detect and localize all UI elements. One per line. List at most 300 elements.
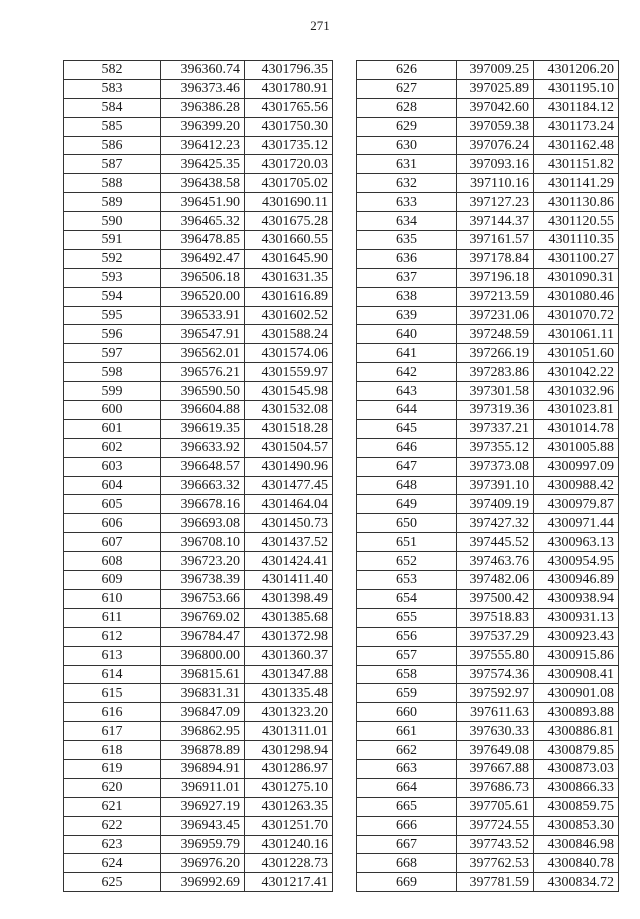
x-coordinate-cell: 396753.66 bbox=[161, 589, 245, 608]
table-row bbox=[357, 797, 619, 816]
point-number-cell: 610 bbox=[64, 589, 161, 608]
table-row bbox=[357, 873, 619, 892]
x-coordinate-cell: 397391.10 bbox=[457, 476, 534, 495]
x-coordinate-cell: 396633.92 bbox=[161, 438, 245, 457]
table-row bbox=[357, 646, 619, 665]
table-row bbox=[357, 552, 619, 571]
x-coordinate-cell: 396506.18 bbox=[161, 268, 245, 287]
table-row bbox=[357, 61, 619, 80]
point-number-cell: 614 bbox=[64, 665, 161, 684]
point-number-cell: 646 bbox=[357, 438, 457, 457]
table-row bbox=[357, 212, 619, 231]
table-row bbox=[64, 344, 333, 363]
x-coordinate-cell: 396894.91 bbox=[161, 759, 245, 778]
point-number-cell: 620 bbox=[64, 778, 161, 797]
point-number-cell: 623 bbox=[64, 835, 161, 854]
point-number-cell: 606 bbox=[64, 514, 161, 533]
point-number-cell: 644 bbox=[357, 401, 457, 420]
y-coordinate-cell: 4301110.35 bbox=[534, 231, 619, 250]
table-row bbox=[357, 533, 619, 552]
table-row bbox=[357, 703, 619, 722]
table-row bbox=[357, 571, 619, 590]
y-coordinate-cell: 4301298.94 bbox=[245, 741, 333, 760]
y-coordinate-cell: 4300846.98 bbox=[534, 835, 619, 854]
table-row bbox=[64, 306, 333, 325]
x-coordinate-cell: 397110.16 bbox=[457, 174, 534, 193]
table-row bbox=[64, 571, 333, 590]
x-coordinate-cell: 397231.06 bbox=[457, 306, 534, 325]
point-number-cell: 667 bbox=[357, 835, 457, 854]
x-coordinate-cell: 396451.90 bbox=[161, 193, 245, 212]
y-coordinate-cell: 4301616.89 bbox=[245, 287, 333, 306]
point-number-cell: 639 bbox=[357, 306, 457, 325]
x-coordinate-cell: 396663.32 bbox=[161, 476, 245, 495]
point-number-cell: 650 bbox=[357, 514, 457, 533]
y-coordinate-cell: 4301574.06 bbox=[245, 344, 333, 363]
table-row bbox=[64, 476, 333, 495]
x-coordinate-cell: 396399.20 bbox=[161, 117, 245, 136]
x-coordinate-cell: 397445.52 bbox=[457, 533, 534, 552]
table-row bbox=[64, 797, 333, 816]
page-number: 271 bbox=[310, 18, 330, 33]
point-number-cell: 616 bbox=[64, 703, 161, 722]
point-number-cell: 660 bbox=[357, 703, 457, 722]
y-coordinate-cell: 4301735.12 bbox=[245, 136, 333, 155]
y-coordinate-cell: 4301372.98 bbox=[245, 627, 333, 646]
point-number-cell: 652 bbox=[357, 552, 457, 571]
y-coordinate-cell: 4301660.55 bbox=[245, 231, 333, 250]
point-number-cell: 603 bbox=[64, 457, 161, 476]
table-row bbox=[357, 344, 619, 363]
y-coordinate-cell: 4301464.04 bbox=[245, 495, 333, 514]
x-coordinate-cell: 397427.32 bbox=[457, 514, 534, 533]
point-number-cell: 624 bbox=[64, 854, 161, 873]
table-row bbox=[64, 174, 333, 193]
x-coordinate-cell: 397537.29 bbox=[457, 627, 534, 646]
y-coordinate-cell: 4301720.03 bbox=[245, 155, 333, 174]
table-row bbox=[357, 79, 619, 98]
point-number-cell: 582 bbox=[64, 61, 161, 80]
point-number-cell: 638 bbox=[357, 287, 457, 306]
x-coordinate-cell: 397592.97 bbox=[457, 684, 534, 703]
point-number-cell: 617 bbox=[64, 722, 161, 741]
point-number-cell: 651 bbox=[357, 533, 457, 552]
y-coordinate-cell: 4300859.75 bbox=[534, 797, 619, 816]
x-coordinate-cell: 396562.01 bbox=[161, 344, 245, 363]
table-row bbox=[64, 873, 333, 892]
point-number-cell: 621 bbox=[64, 797, 161, 816]
y-coordinate-cell: 4301173.24 bbox=[534, 117, 619, 136]
table-row bbox=[357, 835, 619, 854]
y-coordinate-cell: 4301130.86 bbox=[534, 193, 619, 212]
point-number-cell: 664 bbox=[357, 778, 457, 797]
x-coordinate-cell: 397266.19 bbox=[457, 344, 534, 363]
table-row bbox=[64, 155, 333, 174]
y-coordinate-cell: 4300988.42 bbox=[534, 476, 619, 495]
x-coordinate-cell: 396784.47 bbox=[161, 627, 245, 646]
table-row bbox=[64, 382, 333, 401]
point-number-cell: 653 bbox=[357, 571, 457, 590]
point-number-cell: 598 bbox=[64, 363, 161, 382]
point-number-cell: 609 bbox=[64, 571, 161, 590]
x-coordinate-cell: 397743.52 bbox=[457, 835, 534, 854]
y-coordinate-cell: 4301588.24 bbox=[245, 325, 333, 344]
point-number-cell: 656 bbox=[357, 627, 457, 646]
point-number-cell: 643 bbox=[357, 382, 457, 401]
point-number-cell: 657 bbox=[357, 646, 457, 665]
point-number-cell: 587 bbox=[64, 155, 161, 174]
point-number-cell: 611 bbox=[64, 608, 161, 627]
x-coordinate-cell: 397574.36 bbox=[457, 665, 534, 684]
table-row bbox=[64, 646, 333, 665]
point-number-cell: 622 bbox=[64, 816, 161, 835]
table-row bbox=[64, 665, 333, 684]
x-coordinate-cell: 396478.85 bbox=[161, 231, 245, 250]
y-coordinate-cell: 4301347.88 bbox=[245, 665, 333, 684]
point-number-cell: 630 bbox=[357, 136, 457, 155]
x-coordinate-cell: 396693.08 bbox=[161, 514, 245, 533]
coordinates-table-body bbox=[64, 61, 333, 892]
point-number-cell: 608 bbox=[64, 552, 161, 571]
x-coordinate-cell: 396862.95 bbox=[161, 722, 245, 741]
x-coordinate-cell: 396800.00 bbox=[161, 646, 245, 665]
table-row bbox=[357, 665, 619, 684]
point-number-cell: 591 bbox=[64, 231, 161, 250]
point-number-cell: 649 bbox=[357, 495, 457, 514]
y-coordinate-cell: 4301750.30 bbox=[245, 117, 333, 136]
y-coordinate-cell: 4301228.73 bbox=[245, 854, 333, 873]
point-number-cell: 645 bbox=[357, 419, 457, 438]
point-number-cell: 615 bbox=[64, 684, 161, 703]
table-row bbox=[64, 193, 333, 212]
y-coordinate-cell: 4300866.33 bbox=[534, 778, 619, 797]
point-number-cell: 647 bbox=[357, 457, 457, 476]
table-row bbox=[357, 854, 619, 873]
table-row bbox=[64, 514, 333, 533]
point-number-cell: 600 bbox=[64, 401, 161, 420]
y-coordinate-cell: 4300931.13 bbox=[534, 608, 619, 627]
table-row bbox=[357, 759, 619, 778]
y-coordinate-cell: 4300840.78 bbox=[534, 854, 619, 873]
point-number-cell: 593 bbox=[64, 268, 161, 287]
point-number-cell: 585 bbox=[64, 117, 161, 136]
y-coordinate-cell: 4300971.44 bbox=[534, 514, 619, 533]
y-coordinate-cell: 4301251.70 bbox=[245, 816, 333, 835]
table-row bbox=[357, 438, 619, 457]
y-coordinate-cell: 4301151.82 bbox=[534, 155, 619, 174]
table-row bbox=[357, 589, 619, 608]
point-number-cell: 641 bbox=[357, 344, 457, 363]
y-coordinate-cell: 4301005.88 bbox=[534, 438, 619, 457]
point-number-cell: 654 bbox=[357, 589, 457, 608]
table-row bbox=[357, 816, 619, 835]
x-coordinate-cell: 396465.32 bbox=[161, 212, 245, 231]
point-number-cell: 612 bbox=[64, 627, 161, 646]
y-coordinate-cell: 4300873.03 bbox=[534, 759, 619, 778]
table-row bbox=[64, 533, 333, 552]
point-number-cell: 586 bbox=[64, 136, 161, 155]
y-coordinate-cell: 4300938.94 bbox=[534, 589, 619, 608]
table-row bbox=[357, 476, 619, 495]
point-number-cell: 605 bbox=[64, 495, 161, 514]
y-coordinate-cell: 4301032.96 bbox=[534, 382, 619, 401]
x-coordinate-cell: 396648.57 bbox=[161, 457, 245, 476]
point-number-cell: 597 bbox=[64, 344, 161, 363]
x-coordinate-cell: 397409.19 bbox=[457, 495, 534, 514]
x-coordinate-cell: 396738.39 bbox=[161, 571, 245, 590]
y-coordinate-cell: 4300886.81 bbox=[534, 722, 619, 741]
x-coordinate-cell: 396815.61 bbox=[161, 665, 245, 684]
x-coordinate-cell: 397025.89 bbox=[457, 79, 534, 98]
y-coordinate-cell: 4300908.41 bbox=[534, 665, 619, 684]
x-coordinate-cell: 397144.37 bbox=[457, 212, 534, 231]
x-coordinate-cell: 397093.16 bbox=[457, 155, 534, 174]
x-coordinate-cell: 397762.53 bbox=[457, 854, 534, 873]
x-coordinate-cell: 396576.21 bbox=[161, 363, 245, 382]
table-row bbox=[64, 741, 333, 760]
table-row bbox=[64, 457, 333, 476]
y-coordinate-cell: 4301690.11 bbox=[245, 193, 333, 212]
y-coordinate-cell: 4301675.28 bbox=[245, 212, 333, 231]
y-coordinate-cell: 4301061.11 bbox=[534, 325, 619, 344]
table-row bbox=[357, 136, 619, 155]
y-coordinate-cell: 4301311.01 bbox=[245, 722, 333, 741]
table-row bbox=[357, 778, 619, 797]
x-coordinate-cell: 397482.06 bbox=[457, 571, 534, 590]
point-number-cell: 590 bbox=[64, 212, 161, 231]
x-coordinate-cell: 397301.58 bbox=[457, 382, 534, 401]
point-number-cell: 631 bbox=[357, 155, 457, 174]
point-number-cell: 625 bbox=[64, 873, 161, 892]
point-number-cell: 589 bbox=[64, 193, 161, 212]
y-coordinate-cell: 4300915.86 bbox=[534, 646, 619, 665]
x-coordinate-cell: 397667.88 bbox=[457, 759, 534, 778]
x-coordinate-cell: 396878.89 bbox=[161, 741, 245, 760]
y-coordinate-cell: 4301532.08 bbox=[245, 401, 333, 420]
x-coordinate-cell: 396373.46 bbox=[161, 79, 245, 98]
point-number-cell: 663 bbox=[357, 759, 457, 778]
y-coordinate-cell: 4301100.27 bbox=[534, 249, 619, 268]
x-coordinate-cell: 397161.57 bbox=[457, 231, 534, 250]
y-coordinate-cell: 4301080.46 bbox=[534, 287, 619, 306]
point-number-cell: 594 bbox=[64, 287, 161, 306]
y-coordinate-cell: 4300923.43 bbox=[534, 627, 619, 646]
point-number-cell: 618 bbox=[64, 741, 161, 760]
y-coordinate-cell: 4301437.52 bbox=[245, 533, 333, 552]
y-coordinate-cell: 4300946.89 bbox=[534, 571, 619, 590]
x-coordinate-cell: 396847.09 bbox=[161, 703, 245, 722]
x-coordinate-cell: 397781.59 bbox=[457, 873, 534, 892]
point-number-cell: 629 bbox=[357, 117, 457, 136]
table-row bbox=[64, 249, 333, 268]
y-coordinate-cell: 4301602.52 bbox=[245, 306, 333, 325]
point-number-cell: 668 bbox=[357, 854, 457, 873]
y-coordinate-cell: 4301490.96 bbox=[245, 457, 333, 476]
coordinates-table-right bbox=[356, 60, 619, 892]
point-number-cell: 637 bbox=[357, 268, 457, 287]
y-coordinate-cell: 4301070.72 bbox=[534, 306, 619, 325]
x-coordinate-cell: 397611.63 bbox=[457, 703, 534, 722]
y-coordinate-cell: 4301796.35 bbox=[245, 61, 333, 80]
point-number-cell: 604 bbox=[64, 476, 161, 495]
y-coordinate-cell: 4301263.35 bbox=[245, 797, 333, 816]
x-coordinate-cell: 396533.91 bbox=[161, 306, 245, 325]
x-coordinate-cell: 396360.74 bbox=[161, 61, 245, 80]
x-coordinate-cell: 397283.86 bbox=[457, 363, 534, 382]
point-number-cell: 666 bbox=[357, 816, 457, 835]
table-row bbox=[64, 589, 333, 608]
point-number-cell: 599 bbox=[64, 382, 161, 401]
table-row bbox=[357, 117, 619, 136]
x-coordinate-cell: 397196.18 bbox=[457, 268, 534, 287]
table-row bbox=[357, 174, 619, 193]
table-row bbox=[357, 193, 619, 212]
x-coordinate-cell: 397686.73 bbox=[457, 778, 534, 797]
y-coordinate-cell: 4301645.90 bbox=[245, 249, 333, 268]
x-coordinate-cell: 397248.59 bbox=[457, 325, 534, 344]
y-coordinate-cell: 4301240.16 bbox=[245, 835, 333, 854]
point-number-cell: 595 bbox=[64, 306, 161, 325]
y-coordinate-cell: 4301206.20 bbox=[534, 61, 619, 80]
y-coordinate-cell: 4301335.48 bbox=[245, 684, 333, 703]
point-number-cell: 601 bbox=[64, 419, 161, 438]
table-row bbox=[64, 627, 333, 646]
x-coordinate-cell: 396911.01 bbox=[161, 778, 245, 797]
y-coordinate-cell: 4301014.78 bbox=[534, 419, 619, 438]
y-coordinate-cell: 4301042.22 bbox=[534, 363, 619, 382]
y-coordinate-cell: 4300954.95 bbox=[534, 552, 619, 571]
point-number-cell: 602 bbox=[64, 438, 161, 457]
point-number-cell: 628 bbox=[357, 98, 457, 117]
table-row bbox=[64, 117, 333, 136]
point-number-cell: 665 bbox=[357, 797, 457, 816]
x-coordinate-cell: 396927.19 bbox=[161, 797, 245, 816]
y-coordinate-cell: 4300893.88 bbox=[534, 703, 619, 722]
y-coordinate-cell: 4300963.13 bbox=[534, 533, 619, 552]
table-row bbox=[64, 325, 333, 344]
x-coordinate-cell: 396438.58 bbox=[161, 174, 245, 193]
y-coordinate-cell: 4301411.40 bbox=[245, 571, 333, 590]
y-coordinate-cell: 4301504.57 bbox=[245, 438, 333, 457]
y-coordinate-cell: 4300834.72 bbox=[534, 873, 619, 892]
x-coordinate-cell: 397042.60 bbox=[457, 98, 534, 117]
y-coordinate-cell: 4301323.20 bbox=[245, 703, 333, 722]
table-row bbox=[357, 287, 619, 306]
x-coordinate-cell: 397555.80 bbox=[457, 646, 534, 665]
x-coordinate-cell: 396992.69 bbox=[161, 873, 245, 892]
x-coordinate-cell: 397630.33 bbox=[457, 722, 534, 741]
table-row bbox=[64, 835, 333, 854]
y-coordinate-cell: 4300997.09 bbox=[534, 457, 619, 476]
table-row bbox=[64, 419, 333, 438]
point-number-cell: 596 bbox=[64, 325, 161, 344]
y-coordinate-cell: 4301559.97 bbox=[245, 363, 333, 382]
x-coordinate-cell: 396619.35 bbox=[161, 419, 245, 438]
table-row bbox=[64, 98, 333, 117]
table-row bbox=[64, 79, 333, 98]
table-row bbox=[64, 61, 333, 80]
table-row bbox=[64, 854, 333, 873]
point-number-cell: 661 bbox=[357, 722, 457, 741]
table-row bbox=[357, 401, 619, 420]
x-coordinate-cell: 396520.00 bbox=[161, 287, 245, 306]
y-coordinate-cell: 4301217.41 bbox=[245, 873, 333, 892]
table-row bbox=[64, 816, 333, 835]
x-coordinate-cell: 396976.20 bbox=[161, 854, 245, 873]
x-coordinate-cell: 397355.12 bbox=[457, 438, 534, 457]
y-coordinate-cell: 4301780.91 bbox=[245, 79, 333, 98]
x-coordinate-cell: 396943.45 bbox=[161, 816, 245, 835]
table-row bbox=[64, 495, 333, 514]
table-row bbox=[64, 136, 333, 155]
y-coordinate-cell: 4301184.12 bbox=[534, 98, 619, 117]
point-number-cell: 662 bbox=[357, 741, 457, 760]
point-number-cell: 584 bbox=[64, 98, 161, 117]
x-coordinate-cell: 397213.59 bbox=[457, 287, 534, 306]
y-coordinate-cell: 4301705.02 bbox=[245, 174, 333, 193]
x-coordinate-cell: 396708.10 bbox=[161, 533, 245, 552]
x-coordinate-cell: 397463.76 bbox=[457, 552, 534, 571]
point-number-cell: 655 bbox=[357, 608, 457, 627]
x-coordinate-cell: 396492.47 bbox=[161, 249, 245, 268]
y-coordinate-cell: 4301631.35 bbox=[245, 268, 333, 287]
y-coordinate-cell: 4301385.68 bbox=[245, 608, 333, 627]
y-coordinate-cell: 4301051.60 bbox=[534, 344, 619, 363]
table-row bbox=[64, 438, 333, 457]
table-row bbox=[357, 382, 619, 401]
point-number-cell: 659 bbox=[357, 684, 457, 703]
y-coordinate-cell: 4301518.28 bbox=[245, 419, 333, 438]
point-number-cell: 588 bbox=[64, 174, 161, 193]
point-number-cell: 634 bbox=[357, 212, 457, 231]
table-row bbox=[64, 363, 333, 382]
table-row bbox=[64, 212, 333, 231]
point-number-cell: 626 bbox=[357, 61, 457, 80]
table-row bbox=[357, 363, 619, 382]
y-coordinate-cell: 4300853.30 bbox=[534, 816, 619, 835]
point-number-cell: 658 bbox=[357, 665, 457, 684]
table-row bbox=[357, 325, 619, 344]
y-coordinate-cell: 4301360.37 bbox=[245, 646, 333, 665]
x-coordinate-cell: 397373.08 bbox=[457, 457, 534, 476]
point-number-cell: 648 bbox=[357, 476, 457, 495]
table-row bbox=[357, 98, 619, 117]
x-coordinate-cell: 396412.23 bbox=[161, 136, 245, 155]
table-row bbox=[357, 722, 619, 741]
x-coordinate-cell: 396590.50 bbox=[161, 382, 245, 401]
x-coordinate-cell: 396959.79 bbox=[161, 835, 245, 854]
coordinates-table-left bbox=[63, 60, 333, 892]
point-number-cell: 627 bbox=[357, 79, 457, 98]
point-number-cell: 619 bbox=[64, 759, 161, 778]
table-row bbox=[357, 457, 619, 476]
x-coordinate-cell: 396547.91 bbox=[161, 325, 245, 344]
point-number-cell: 583 bbox=[64, 79, 161, 98]
y-coordinate-cell: 4301477.45 bbox=[245, 476, 333, 495]
x-coordinate-cell: 396386.28 bbox=[161, 98, 245, 117]
x-coordinate-cell: 397059.38 bbox=[457, 117, 534, 136]
table-row bbox=[357, 741, 619, 760]
table-row bbox=[64, 552, 333, 571]
point-number-cell: 607 bbox=[64, 533, 161, 552]
table-row bbox=[64, 703, 333, 722]
y-coordinate-cell: 4301450.73 bbox=[245, 514, 333, 533]
table-row bbox=[64, 684, 333, 703]
x-coordinate-cell: 396678.16 bbox=[161, 495, 245, 514]
point-number-cell: 632 bbox=[357, 174, 457, 193]
y-coordinate-cell: 4301765.56 bbox=[245, 98, 333, 117]
x-coordinate-cell: 397009.25 bbox=[457, 61, 534, 80]
